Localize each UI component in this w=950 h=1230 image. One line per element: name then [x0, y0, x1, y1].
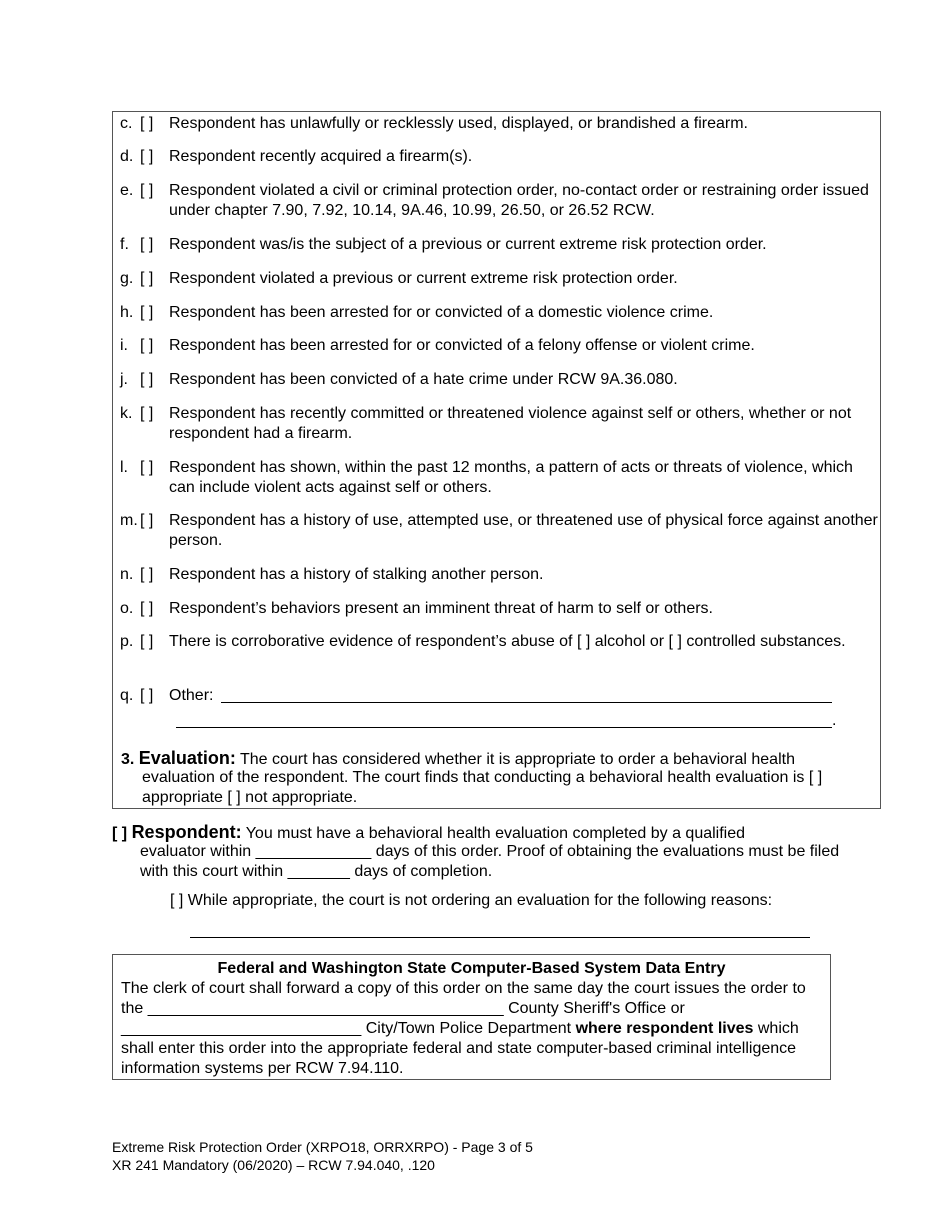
data-entry-box	[112, 954, 831, 1080]
other-line-1[interactable]	[221, 702, 832, 703]
finding-checkbox[interactable]: [ ]	[140, 270, 154, 287]
data-entry-text-1: The clerk of court shall forward a copy of this order on the same day the court issues the order to the ________________________________________ County Sheriff's Office or ___________________________ City/Town Police Department	[121, 980, 806, 1037]
finding-checkbox[interactable]: [ ]	[140, 687, 154, 704]
finding-letter: l.	[120, 459, 128, 476]
finding-text: Respondent has a history of stalking another person.	[169, 566, 544, 583]
finding-checkbox[interactable]: [ ]	[140, 148, 154, 165]
finding-letter: h.	[120, 304, 134, 321]
finding-text: Respondent violated a civil or criminal protection order, no-contact order or restraining order issued under chapter 7.90, 7.92, 10.14, 9A.46, 10.99, 26.50, or 26.52 RCW.	[169, 182, 869, 219]
finding-checkbox[interactable]: [ ]	[140, 405, 154, 422]
finding-letter: n.	[120, 566, 134, 583]
finding-letter: c.	[120, 115, 133, 132]
finding-letter: k.	[120, 405, 133, 422]
respondent-title: Respondent:	[131, 822, 242, 842]
finding-letter: p.	[120, 633, 134, 650]
finding-checkbox[interactable]: [ ]	[140, 371, 154, 388]
finding-letter: j.	[120, 371, 128, 388]
finding-checkbox[interactable]: [ ]	[140, 600, 154, 617]
finding-text: Respondent violated a previous or current extreme risk protection order.	[169, 270, 678, 287]
respondent-checkbox[interactable]: [ ]	[112, 825, 128, 842]
evaluation-lead: The court has considered whether it is appropriate to order a behavioral health	[239, 751, 795, 768]
data-entry-title: Federal and Washington State Computer-Based System Data Entry	[217, 960, 726, 977]
while-appropriate-text[interactable]: [ ] While appropriate, the court is not ordering an evaluation for the following reasons:	[170, 892, 773, 909]
finding-letter: o.	[120, 600, 134, 617]
evaluation-title: Evaluation:	[138, 748, 236, 768]
finding-checkbox[interactable]: [ ]	[140, 182, 154, 199]
finding-text: Respondent’s behaviors present an imminent threat of harm to self or others.	[169, 600, 713, 617]
footer-line-1: Extreme Risk Protection Order (XRPO18, ORRXRPO) - Page 3 of 5	[112, 1139, 533, 1155]
data-entry-emphasis: where respondent lives	[575, 1020, 754, 1037]
finding-text: Respondent recently acquired a firearm(s).	[169, 148, 473, 165]
finding-text: Respondent has shown, within the past 12 months, a pattern of acts or threats of violence, which can include violent acts against self or others.	[169, 459, 853, 496]
finding-text: Other:	[169, 687, 214, 704]
other-line-2[interactable]	[176, 727, 832, 728]
section-number: 3	[121, 751, 130, 768]
evaluation-section: 3. Evaluation: The court has considered whether it is appropriate to order a behavioral health evaluation of the respondent. The court finds that conducting a behavioral health evaluation is [ ] appropriate [ ] not appropriate.	[121, 748, 851, 770]
data-entry-text-2: which shall enter this order into the appropriate federal and state computer-based criminal intelligence information systems per RCW 7.94.110.	[121, 1020, 799, 1077]
respondent-section	[112, 822, 872, 880]
respondent-body: evaluator within _____________ days of this order. Proof of obtaining the evaluations must be filed with this court within _______ days of completion.	[140, 843, 840, 880]
evaluation-body: evaluation of the respondent. The court finds that conducting a behavioral health evaluation is [ ] appropriate [ ] not appropriate.	[142, 769, 823, 806]
footer-line-2: XR 241 Mandatory (06/2020) – RCW 7.94.040, .120	[112, 1157, 435, 1173]
finding-checkbox[interactable]: [ ]	[140, 633, 154, 650]
reasons-line[interactable]	[190, 937, 810, 938]
finding-text: Respondent has unlawfully or recklessly used, displayed, or brandished a firearm.	[169, 115, 748, 132]
finding-text: There is corroborative evidence of respondent’s abuse of [ ] alcohol or [ ] controlled substances.	[169, 633, 846, 650]
finding-checkbox[interactable]: [ ]	[140, 115, 154, 132]
data-entry-body	[121, 979, 822, 1079]
finding-letter: e.	[120, 182, 134, 199]
finding-checkbox[interactable]: [ ]	[140, 304, 154, 321]
finding-text: Respondent has a history of use, attempted use, or threatened use of physical force against another person.	[169, 512, 878, 549]
page-footer	[112, 1138, 533, 1174]
finding-letter: g.	[120, 270, 134, 287]
finding-checkbox[interactable]: [ ]	[140, 512, 154, 529]
finding-letter: d.	[120, 148, 134, 165]
finding-letter: i.	[120, 337, 128, 354]
finding-letter: m.	[120, 512, 138, 529]
finding-text: Respondent has been arrested for or convicted of a domestic violence crime.	[169, 304, 714, 321]
finding-text: Respondent has been convicted of a hate crime under RCW 9A.36.080.	[169, 371, 678, 388]
finding-checkbox[interactable]: [ ]	[140, 566, 154, 583]
finding-checkbox[interactable]: [ ]	[140, 236, 154, 253]
finding-text: Respondent has been arrested for or convicted of a felony offense or violent crime.	[169, 337, 755, 354]
other-end-mark: .	[832, 712, 837, 729]
finding-letter: f.	[120, 236, 129, 253]
finding-checkbox[interactable]: [ ]	[140, 337, 154, 354]
finding-checkbox[interactable]: [ ]	[140, 459, 154, 476]
finding-text: Respondent has recently committed or threatened violence against self or others, whether or not respondent had a firearm.	[169, 405, 852, 442]
finding-text: Respondent was/is the subject of a previous or current extreme risk protection order.	[169, 236, 767, 253]
respondent-lead: You must have a behavioral health evaluation completed by a qualified	[245, 825, 746, 842]
finding-letter: q.	[120, 687, 134, 704]
